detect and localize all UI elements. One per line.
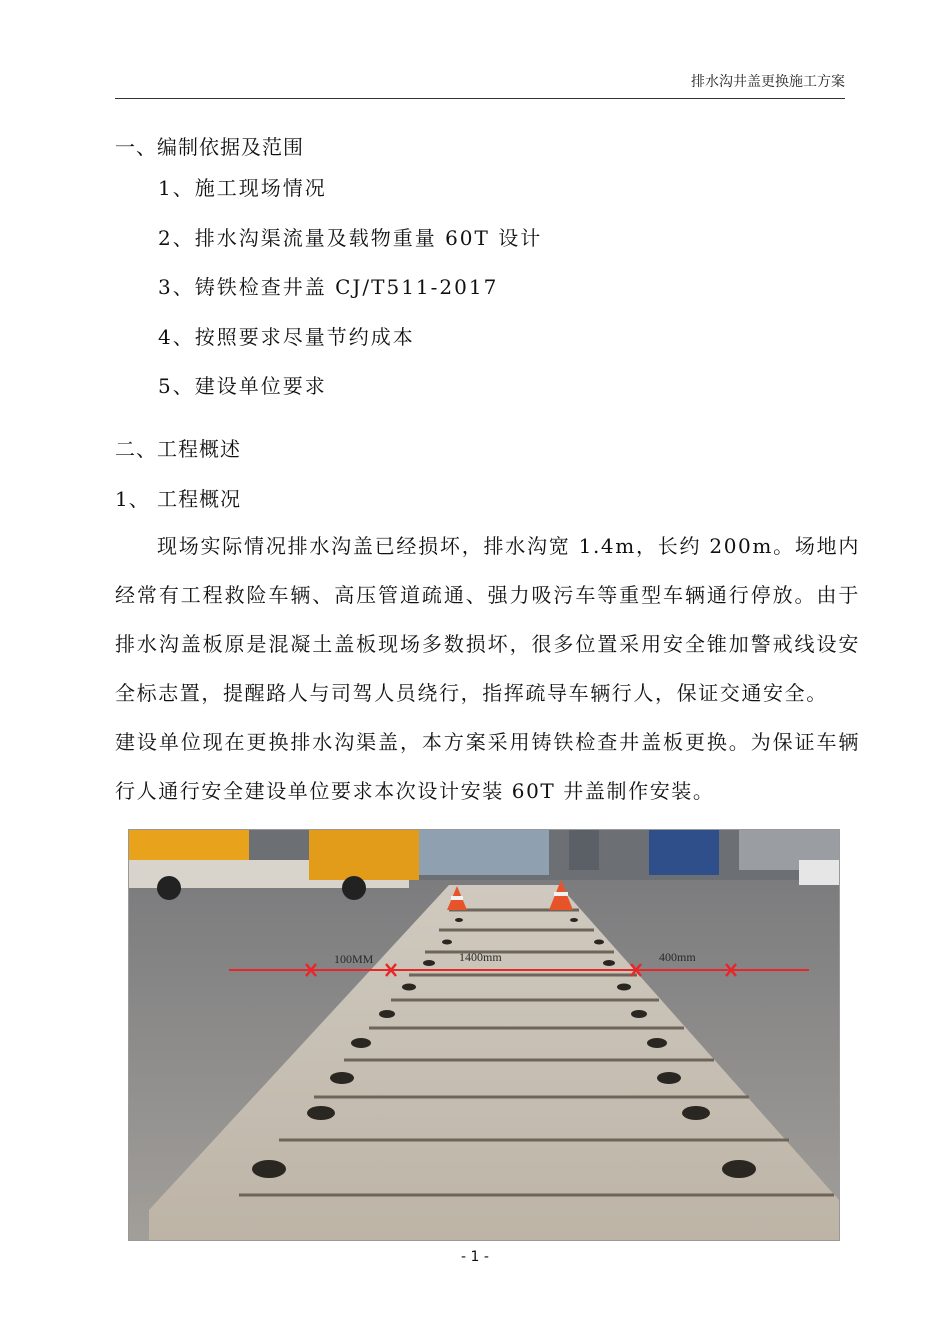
paragraph: 现场实际情况排水沟盖已经损坏，排水沟宽 1.4m，长约 200m。场地内经常有工程救险车辆、高压管道疏通、强力吸污车等重型车辆通行停放。由于排水沟盖板原是混凝土盖板现场多数损坏，很多位置采用安全锥加警戒线设安全标志置，提醒路人与司驾人员绕行，指挥疏导车辆行人，保证交通安全。 xyxy=(115,534,860,705)
document-header-title: 排水沟井盖更换施工方案 xyxy=(691,74,845,90)
measure-label-middle: 1400mm xyxy=(459,950,502,964)
building-window xyxy=(419,830,549,875)
truck-wheel xyxy=(342,876,366,900)
site-photo-illustration xyxy=(129,830,839,1240)
list-item: 4、按照要求尽量节约成本 xyxy=(158,325,415,349)
measure-label-right: 400mm xyxy=(659,950,696,964)
truck-cab xyxy=(309,830,419,880)
truck-wheel xyxy=(157,876,181,900)
sub-heading-overview: 1、 工程概况 xyxy=(115,487,242,511)
list-item: 1、施工现场情况 xyxy=(158,176,327,200)
body-text xyxy=(115,522,860,816)
parked-car xyxy=(799,860,839,885)
header-rule xyxy=(115,98,845,99)
measure-label-left: 100MM xyxy=(334,952,374,966)
section-heading-basis: 一、编制依据及范围 xyxy=(115,135,304,159)
page-number: - 1 - xyxy=(461,1249,489,1265)
building-panel xyxy=(649,830,719,875)
list-item: 2、排水沟渠流量及载物重量 60T 设计 xyxy=(158,226,543,250)
building-door xyxy=(569,830,599,870)
list-item: 3、铸铁检查井盖 CJ/T511-2017 xyxy=(158,275,499,299)
paragraph: 建设单位现在更换排水沟渠盖，本方案采用铸铁检查井盖板更换。为保证车辆行人通行安全建设单位要求本次设计安装 60T 井盖制作安装。 xyxy=(115,730,860,803)
section-heading-overview: 二、工程概述 xyxy=(115,437,241,461)
site-photo xyxy=(128,829,840,1241)
list-item: 5、建设单位要求 xyxy=(158,374,327,398)
